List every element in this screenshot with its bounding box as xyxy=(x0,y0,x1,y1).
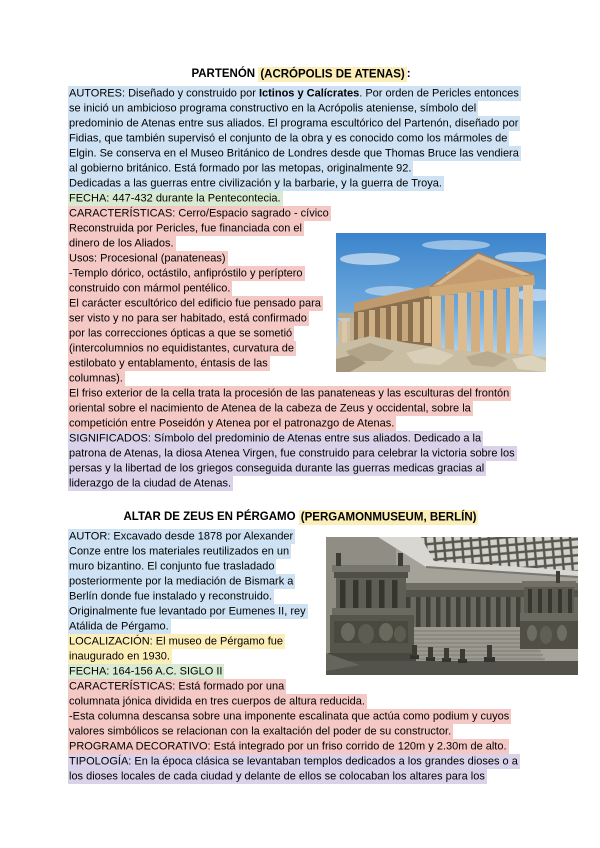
highlighted-text: oriental sobre el nacimiento de Atenea de la cabeza de Zeus y occidental, sobre la xyxy=(69,402,471,414)
text-line xyxy=(68,754,534,769)
parthenon-photo xyxy=(336,233,546,372)
highlighted-text: PROGRAMA DECORATIVO: Está integrado por un friso corrido de 120m y 2.30m de alto. xyxy=(69,740,507,752)
highlighted-text: CARACTERÍSTICAS: Cerro/Espacio sagrado - cívico xyxy=(69,207,329,219)
highlighted-text: Reconstruida por Pericles, fue financiada con el xyxy=(69,222,302,234)
title-suffix: : xyxy=(406,68,411,80)
highlighted-text: AUTORES: Diseñado y construido por Ictinos y Calícrates. Por orden de Pericles entonces xyxy=(69,87,519,99)
highlighted-text: al gobierno británico. Está formado por las metopas, originalmente 92. xyxy=(69,162,412,174)
highlighted-text: muro bizantino. El conjunto fue trasladado xyxy=(69,560,275,572)
highlighted-text: dinero de los Aliados. xyxy=(69,237,174,249)
highlighted-text: Dedicadas a las guerras entre civilización y la barbarie, y la guerra de Troya. xyxy=(69,177,442,189)
text-line xyxy=(68,86,534,101)
section-title-pergamon xyxy=(68,510,534,525)
highlighted-text: se inició un ambicioso programa constructivo en la Acrópolis ateniense, símbolo del xyxy=(69,102,477,114)
text-line xyxy=(68,161,534,176)
highlighted-text: Conze entre los materiales reutilizados en un xyxy=(69,545,290,557)
highlighted-text: -Esta columna descansa sobre una imponente escalinata que actúa como podium y cuyos xyxy=(69,710,510,722)
text-line xyxy=(68,386,534,401)
text-line xyxy=(68,461,534,476)
text-line xyxy=(68,724,534,739)
text-line xyxy=(68,446,534,461)
text-line xyxy=(68,371,534,386)
highlighted-text: Atálida de Pérgamo. xyxy=(69,620,169,632)
section-title-parthenon xyxy=(68,67,534,82)
text-line xyxy=(68,206,534,221)
highlighted-text: Originalmente fue levantado por Eumenes II, rey xyxy=(69,605,306,617)
highlighted-text: AUTOR: Excavado desde 1878 por Alexander xyxy=(69,530,294,542)
text-line xyxy=(68,694,534,709)
title-text: PARTENÓN xyxy=(191,68,259,80)
highlighted-text: valores simbólicos se relacionan con la exaltación del poder de su constructor. xyxy=(69,725,452,737)
title-highlighted-text: (ACRÓPOLIS DE ATENAS) xyxy=(260,68,405,80)
highlighted-text: LOCALIZACIÓN: El museo de Pérgamo fue xyxy=(69,635,283,647)
highlighted-text: TIPOLOGÍA: En la época clásica se levantaban templos dedicados a los grandes dioses o a xyxy=(69,755,518,767)
text-line xyxy=(68,116,534,131)
highlighted-text: FECHA: 447-432 durante la Pentecontecia. xyxy=(69,192,281,204)
text-line xyxy=(68,146,534,161)
highlighted-text: -Templo dórico, octástilo, anfipróstilo y períptero xyxy=(69,267,303,279)
highlighted-text: por las correcciones ópticas a que se sometió xyxy=(69,327,293,339)
highlighted-text: ser visto y no para ser habitado, está confirmado xyxy=(69,312,307,324)
highlighted-text: competición entre Poseidón y Atenea por el patronazgo de Atenas. xyxy=(69,417,395,429)
text-line xyxy=(68,131,534,146)
highlighted-text: estilobato y entablamento, éntasis de las xyxy=(69,357,268,369)
highlighted-text: columnata jónica dividida en tres cuerpos de altura reducida. xyxy=(69,695,365,707)
highlighted-text: Fidias, que también supervisó el conjunto de la obra y es conocido como los mármoles de xyxy=(69,132,508,144)
highlighted-text: persas y la libertad de los griegos conseguida durante las guerras medicas gracias al xyxy=(69,462,485,474)
highlighted-text: patrona de Atenas, la diosa Atenea Virgen, fue construido para celebrar la victoria sobre los xyxy=(69,447,515,459)
title-highlighted-text: (PERGAMONMUSEUM, BERLÍN) xyxy=(300,511,477,523)
title-text: ALTAR DE ZEUS EN PÉRGAMO xyxy=(123,511,299,523)
highlighted-text: liderazgo de la ciudad de Atenas. xyxy=(69,477,232,489)
highlighted-text: El friso exterior de la cella trata la procesión de las panateneas y las esculturas del frontón xyxy=(69,387,510,399)
highlighted-text: Usos: Procesional (panateneas) xyxy=(69,252,226,264)
highlighted-text: El carácter escultórico del edificio fue pensado para xyxy=(69,297,321,309)
highlighted-text: Elgin. Se conserva en el Museo Británico de Londres desde que Thomas Bruce las vendiera xyxy=(69,147,519,159)
highlighted-text: columnas). xyxy=(69,372,123,384)
text-line xyxy=(68,401,534,416)
highlighted-text: SIGNIFICADOS: Símbolo del predominio de Atenas entre sus aliados. Dedicado a la xyxy=(69,432,482,444)
text-line xyxy=(68,679,534,694)
text-line xyxy=(68,739,534,754)
text-line xyxy=(68,476,534,491)
highlighted-text: predominio de Atenas entre sus aliados. El programa escultórico del Partenón, diseñado por xyxy=(69,117,519,129)
highlighted-text: CARACTERÍSTICAS: Está formado por una xyxy=(69,680,285,692)
highlighted-text: (intercolumnios no equidistantes, curvatura de xyxy=(69,342,295,354)
highlighted-text: posteriormente por la mediación de Bismark a xyxy=(69,575,294,587)
highlighted-text: Berlín donde fue instalado y reconstruido. xyxy=(69,590,273,602)
highlighted-text: FECHA: 164-156 A.C. SIGLO II xyxy=(69,665,223,677)
text-line xyxy=(68,191,534,206)
text-line xyxy=(68,709,534,724)
text-line xyxy=(68,416,534,431)
highlighted-text: inaugurado en 1930. xyxy=(69,650,170,662)
text-line xyxy=(68,769,534,784)
pergamon-altar-photo xyxy=(326,537,578,675)
text-line xyxy=(68,101,534,116)
highlighted-text: los dioses locales de cada ciudad y delante de ellos se colocaban los altares para los xyxy=(69,770,485,782)
highlighted-text: construido con mármol pentélico. xyxy=(69,282,231,294)
text-line xyxy=(68,431,534,446)
text-line xyxy=(68,176,534,191)
